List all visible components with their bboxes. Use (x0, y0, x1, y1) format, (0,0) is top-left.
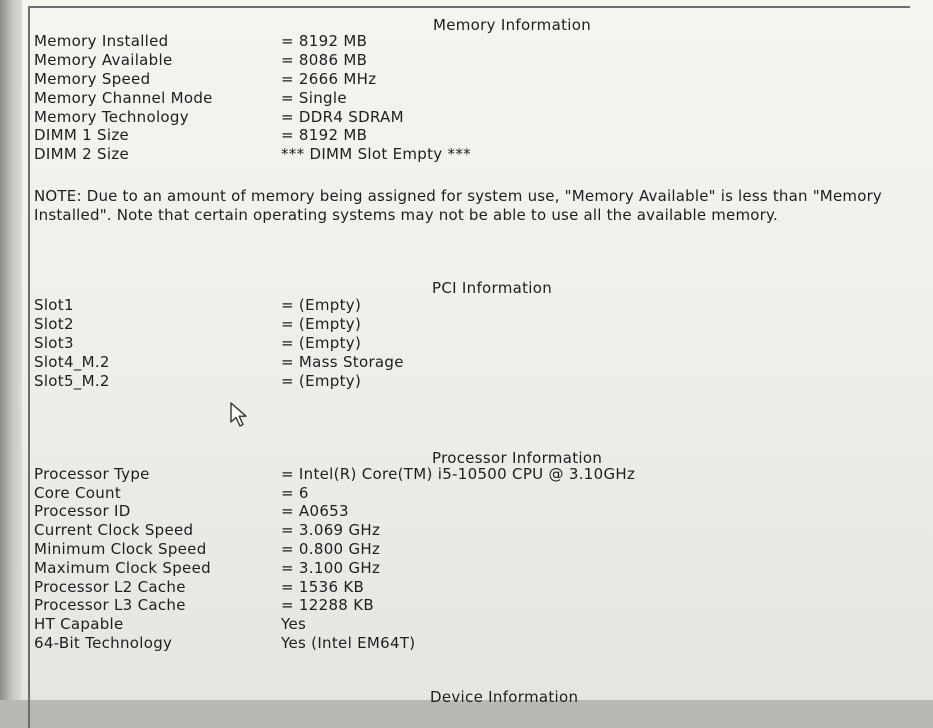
device-section-title: Device Information (430, 688, 579, 706)
memory-section-title: Memory Information (433, 16, 591, 34)
processor-row-value: Yes (Intel EM64T) (281, 634, 416, 652)
pci-row-label: Slot1 (34, 296, 74, 314)
processor-row-value: = A0653 (281, 502, 349, 520)
processor-row-value: = 12288 KB (281, 596, 374, 614)
pci-row-label: Slot2 (34, 315, 74, 333)
memory-row-value: = 8192 MB (281, 32, 368, 50)
memory-row-label: Memory Channel Mode (34, 89, 213, 107)
processor-row-label: Processor ID (34, 502, 131, 520)
memory-row-value: = 8086 MB (281, 51, 368, 69)
pci-row-value: = (Empty) (281, 334, 362, 352)
processor-row-label: Processor Type (34, 465, 150, 483)
processor-row-label: Processor L3 Cache (34, 596, 186, 614)
pci-row-value: = (Empty) (281, 372, 362, 390)
memory-row-label: DIMM 2 Size (34, 145, 130, 163)
pci-row-value: = (Empty) (281, 315, 362, 333)
memory-row-label: Memory Speed (34, 70, 151, 88)
memory-row-label: Memory Technology (34, 108, 189, 126)
mouse-pointer-icon (229, 402, 253, 430)
memory-row-value: *** DIMM Slot Empty *** (281, 145, 471, 163)
processor-row-label: 64-Bit Technology (34, 634, 173, 652)
pci-row-label: Slot3 (34, 334, 74, 352)
memory-row-value: = DDR4 SDRAM (281, 108, 404, 126)
memory-note: NOTE: Due to an amount of memory being assigned for system use, "Memory Available" is less than "Memory Installed". Note that certain operating systems may not be able to use all the available memory. (34, 187, 883, 224)
processor-row-label: Core Count (34, 484, 122, 502)
pci-row-value: = Mass Storage (281, 353, 404, 371)
processor-row-value: = Intel(R) Core(TM) i5-10500 CPU @ 3.10GHz (281, 465, 636, 483)
processor-row-value: Yes (281, 615, 307, 633)
memory-row-label: Memory Installed (34, 32, 169, 50)
processor-row-value: = 3.100 GHz (281, 559, 381, 577)
pci-row-label: Slot5_M.2 (34, 372, 110, 390)
memory-row-label: Memory Available (34, 51, 173, 69)
processor-row-value: = 3.069 GHz (281, 521, 381, 539)
memory-row-value: = 2666 MHz (281, 70, 377, 88)
processor-row-value: = 0.800 GHz (281, 540, 381, 558)
pci-row-value: = (Empty) (281, 296, 362, 314)
processor-section-title: Processor Information (432, 449, 603, 467)
processor-row-label: Maximum Clock Speed (34, 559, 211, 577)
processor-row-label: Minimum Clock Speed (34, 540, 207, 558)
processor-row-label: Current Clock Speed (34, 521, 194, 539)
memory-row-value: = Single (281, 89, 347, 107)
memory-row-label: DIMM 1 Size (34, 126, 130, 144)
pci-section-title: PCI Information (432, 279, 553, 297)
monitor-bezel (0, 0, 22, 700)
processor-row-label: Processor L2 Cache (34, 578, 186, 596)
pci-row-label: Slot4_M.2 (34, 353, 110, 371)
memory-row-value: = 8192 MB (281, 126, 368, 144)
processor-row-value: = 1536 KB (281, 578, 365, 596)
processor-row-label: HT Capable (34, 615, 124, 633)
processor-row-value: = 6 (281, 484, 309, 502)
